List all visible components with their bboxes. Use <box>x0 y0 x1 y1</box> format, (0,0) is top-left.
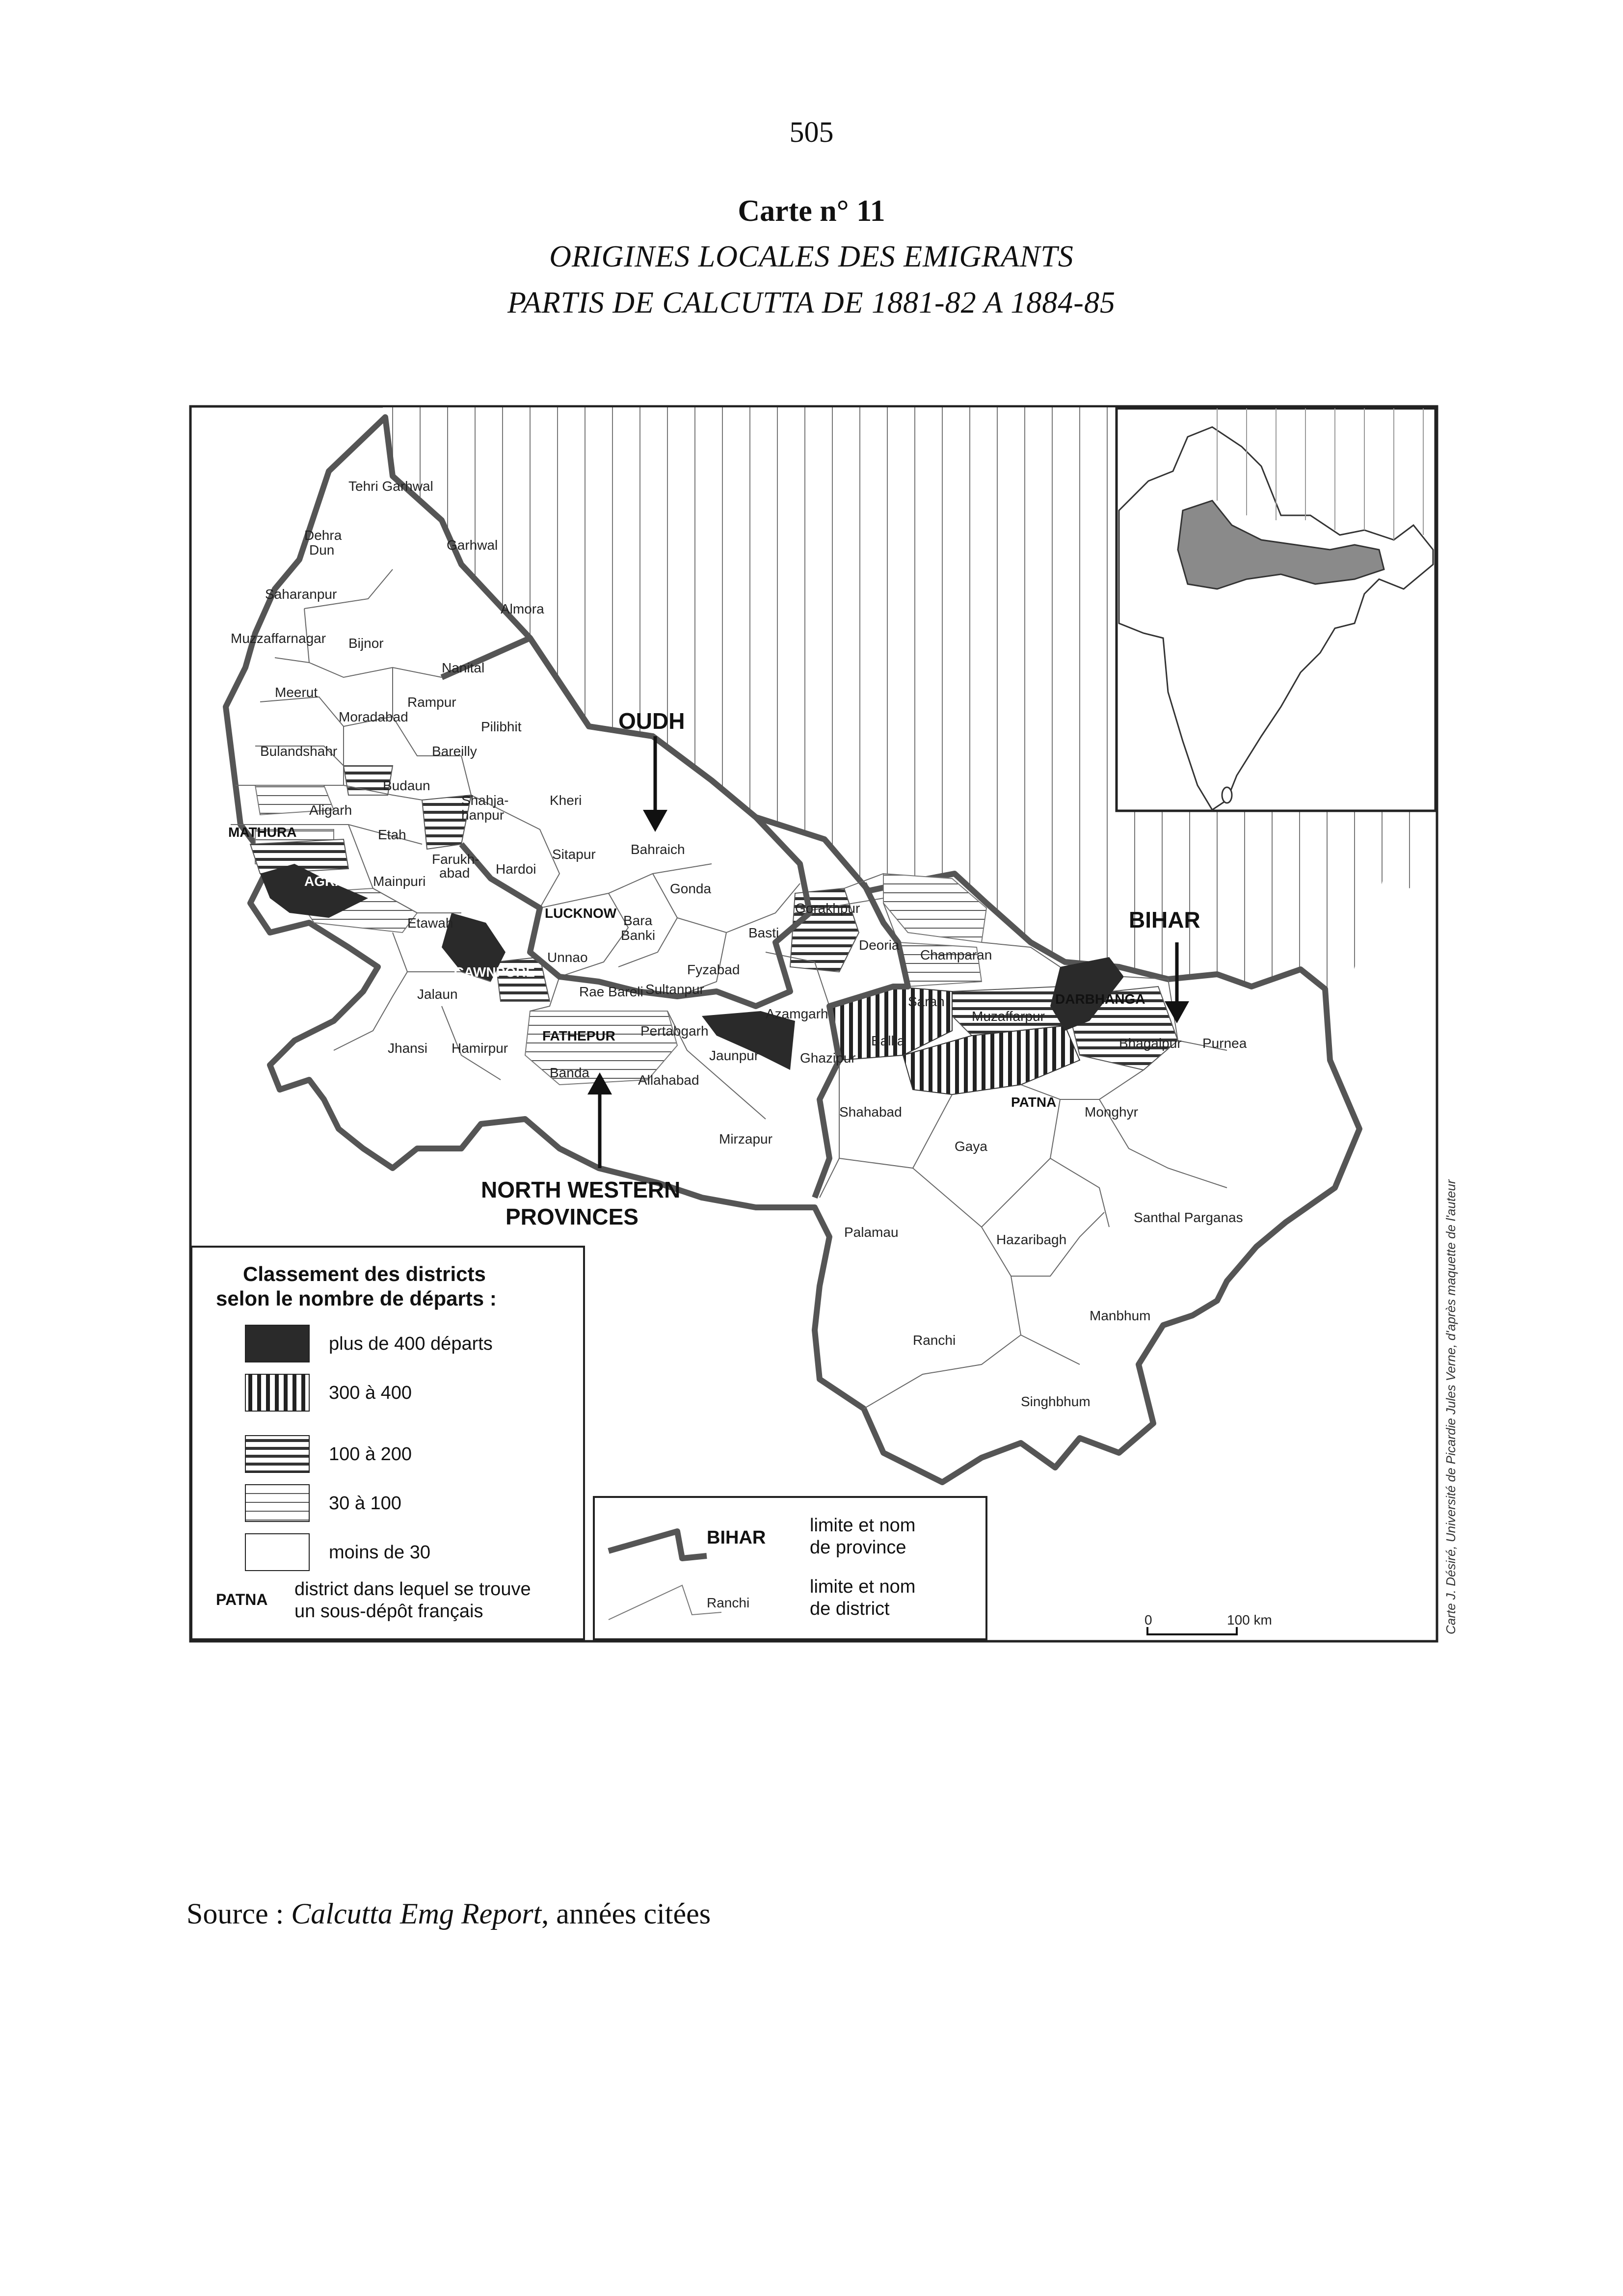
legend-swatch-30-100 <box>245 1485 309 1522</box>
map-subtitle-line1: ORIGINES LOCALES DES EMIGRANTS <box>549 240 1074 273</box>
legend-swatch-under-30 <box>245 1534 309 1571</box>
district-label: Muzzaffarnagar <box>231 631 326 646</box>
district-label: Jalaun <box>417 987 458 1002</box>
district-label: Bareilly <box>432 744 477 759</box>
legend-title-line1: Classement des districts <box>243 1262 486 1285</box>
district-label: Kheri <box>550 793 582 808</box>
scale-length-label: 100 km <box>1227 1612 1272 1628</box>
district-label: Singhbhum <box>1021 1394 1091 1409</box>
district-label: Aligarh <box>309 802 352 818</box>
district-label: Hardoi <box>496 861 536 877</box>
district-label: Saran <box>908 994 945 1009</box>
district-label: CAWNPORE <box>454 964 535 980</box>
province-sample-label: BIHAR <box>707 1527 766 1548</box>
district-label: Budaun <box>383 778 430 793</box>
district-label: Sultanpur <box>645 982 704 997</box>
district-label: Moradabad <box>339 709 408 724</box>
district-label: Gaya <box>955 1139 987 1154</box>
oudh-label: OUDH <box>618 708 685 734</box>
district-label: MATHURA <box>228 825 297 840</box>
district-label: Santhal Parganas <box>1134 1210 1243 1225</box>
district-label: Dun <box>309 542 335 558</box>
district-label: Bulandshahr <box>260 744 338 759</box>
district-label: Gorakhpur <box>795 901 860 916</box>
district-label: FATHEPUR <box>542 1028 615 1043</box>
district-label: hanpur <box>461 807 505 823</box>
source-suffix: , années citées <box>541 1897 711 1930</box>
district-label: Bijnor <box>348 636 384 651</box>
district-label: Monghyr <box>1085 1104 1138 1120</box>
district-label: LUCKNOW <box>545 906 617 921</box>
district-label: Bara <box>623 913 653 928</box>
legend <box>191 1247 584 1639</box>
district-label: Etah <box>378 827 406 842</box>
legend-patna-desc-line2: un sous-dépôt français <box>294 1601 483 1622</box>
district-label: Azamgarh <box>766 1006 828 1021</box>
district-label: Dehra <box>304 528 342 543</box>
legend-patna-desc-line1: district dans lequel se trouve <box>294 1579 531 1600</box>
legend-label: 100 à 200 <box>329 1444 412 1465</box>
district-label: abad <box>439 865 470 881</box>
district-label: Mirzapur <box>719 1131 772 1147</box>
district-label: Almora <box>501 601 544 616</box>
district-label: Rae Bareli <box>579 984 643 999</box>
district-label: Ranchi <box>913 1333 956 1348</box>
district-label: Meerut <box>275 685 318 700</box>
district-sample-label: Ranchi <box>707 1595 750 1610</box>
district-label: AGRA <box>304 874 345 889</box>
district-label: Rampur <box>407 694 456 710</box>
district-label: Purnea <box>1202 1036 1247 1051</box>
map-credit: Carte J. Désiré, Université de Picardie Jules Verne, d'après maquette de l'auteur <box>1443 1179 1458 1634</box>
province-desc-line1: limite et nom <box>810 1515 916 1536</box>
district-label: Garhwal <box>447 537 498 553</box>
district-desc-line2: de district <box>810 1599 890 1619</box>
district-label: Saharanpur <box>265 587 337 602</box>
district-label: PATNA <box>1011 1095 1057 1110</box>
district-label: Palamau <box>844 1225 899 1240</box>
district-label: Jhansi <box>388 1041 427 1056</box>
district-label: Hamirpur <box>452 1041 508 1056</box>
district-label: Ballia <box>871 1033 905 1048</box>
district-label: Manbhum <box>1090 1308 1151 1323</box>
source-title: Calcutta Emg Report <box>291 1897 542 1930</box>
district-label: Farukh- <box>432 852 479 867</box>
district-label: DARBHANGA <box>1055 991 1145 1007</box>
map-figure <box>186 402 1458 1649</box>
source-prefix: Source : <box>186 1897 284 1930</box>
district-label: Pertabgarh <box>640 1023 709 1039</box>
boundary-legend-box <box>594 1497 986 1639</box>
district-label: Gonda <box>670 881 712 896</box>
boundary-legend <box>594 1497 986 1639</box>
district-label: Unnao <box>547 950 588 965</box>
district-label: Bahraich <box>631 842 685 857</box>
bihar-label: BIHAR <box>1129 907 1200 933</box>
source-line <box>186 1897 711 1931</box>
legend-title-line2: selon le nombre de départs : <box>216 1287 497 1310</box>
district-label: Sitapur <box>552 847 596 862</box>
district-label: Tehri Garhwal <box>348 479 433 494</box>
map-title: Carte n° 11 <box>738 194 885 228</box>
district-label: Muzaffarpur <box>972 1009 1045 1024</box>
map-subtitle-line2: PARTIS DE CALCUTTA DE 1881-82 A 1884-85 <box>507 286 1116 320</box>
page-number: 505 <box>789 116 834 148</box>
district-desc-line1: limite et nom <box>810 1576 916 1597</box>
district-label: Champaran <box>920 947 992 962</box>
map-canvas <box>186 402 1458 1649</box>
district-label: Bénarès <box>744 1082 795 1097</box>
province-desc-line2: de province <box>810 1537 906 1558</box>
district-label: Ghazipur <box>800 1050 856 1066</box>
legend-label: plus de 400 départs <box>329 1334 493 1354</box>
district-label: Etawah <box>407 915 453 931</box>
inset-sri-lanka <box>1222 787 1232 803</box>
district-label: Deoria <box>859 937 900 953</box>
nwp-label-line2: PROVINCES <box>506 1204 639 1229</box>
district-label: Basti <box>748 925 779 940</box>
legend-label: 30 à 100 <box>329 1493 401 1514</box>
district-label: Banda <box>550 1065 589 1080</box>
district-label: Nanital <box>442 660 485 675</box>
legend-label: 300 à 400 <box>329 1383 412 1403</box>
india-inset-map <box>1117 408 1436 811</box>
district-label: Shahja- <box>461 793 509 808</box>
district-label: Hazaribagh <box>996 1232 1067 1247</box>
district-label: Jaunpur <box>709 1048 759 1063</box>
district-label: Mainpuri <box>373 874 426 889</box>
district-label: Bhagalpur <box>1119 1036 1182 1051</box>
scale-zero-label: 0 <box>1144 1612 1152 1628</box>
legend-swatch-300-400 <box>245 1374 309 1411</box>
district-label: Pilibhit <box>481 719 522 734</box>
district-label: Fyzabad <box>687 962 740 977</box>
nwp-label-line1: NORTH WESTERN <box>481 1177 681 1202</box>
legend-label: moins de 30 <box>329 1542 431 1563</box>
district-label: Allahabad <box>638 1072 699 1088</box>
legend-swatch-over-400 <box>245 1325 309 1362</box>
district-label: Banki <box>621 928 656 943</box>
legend-swatch-100-200 <box>245 1436 309 1472</box>
legend-patna-sample: PATNA <box>216 1591 268 1608</box>
district-label: Shahabad <box>839 1104 902 1120</box>
